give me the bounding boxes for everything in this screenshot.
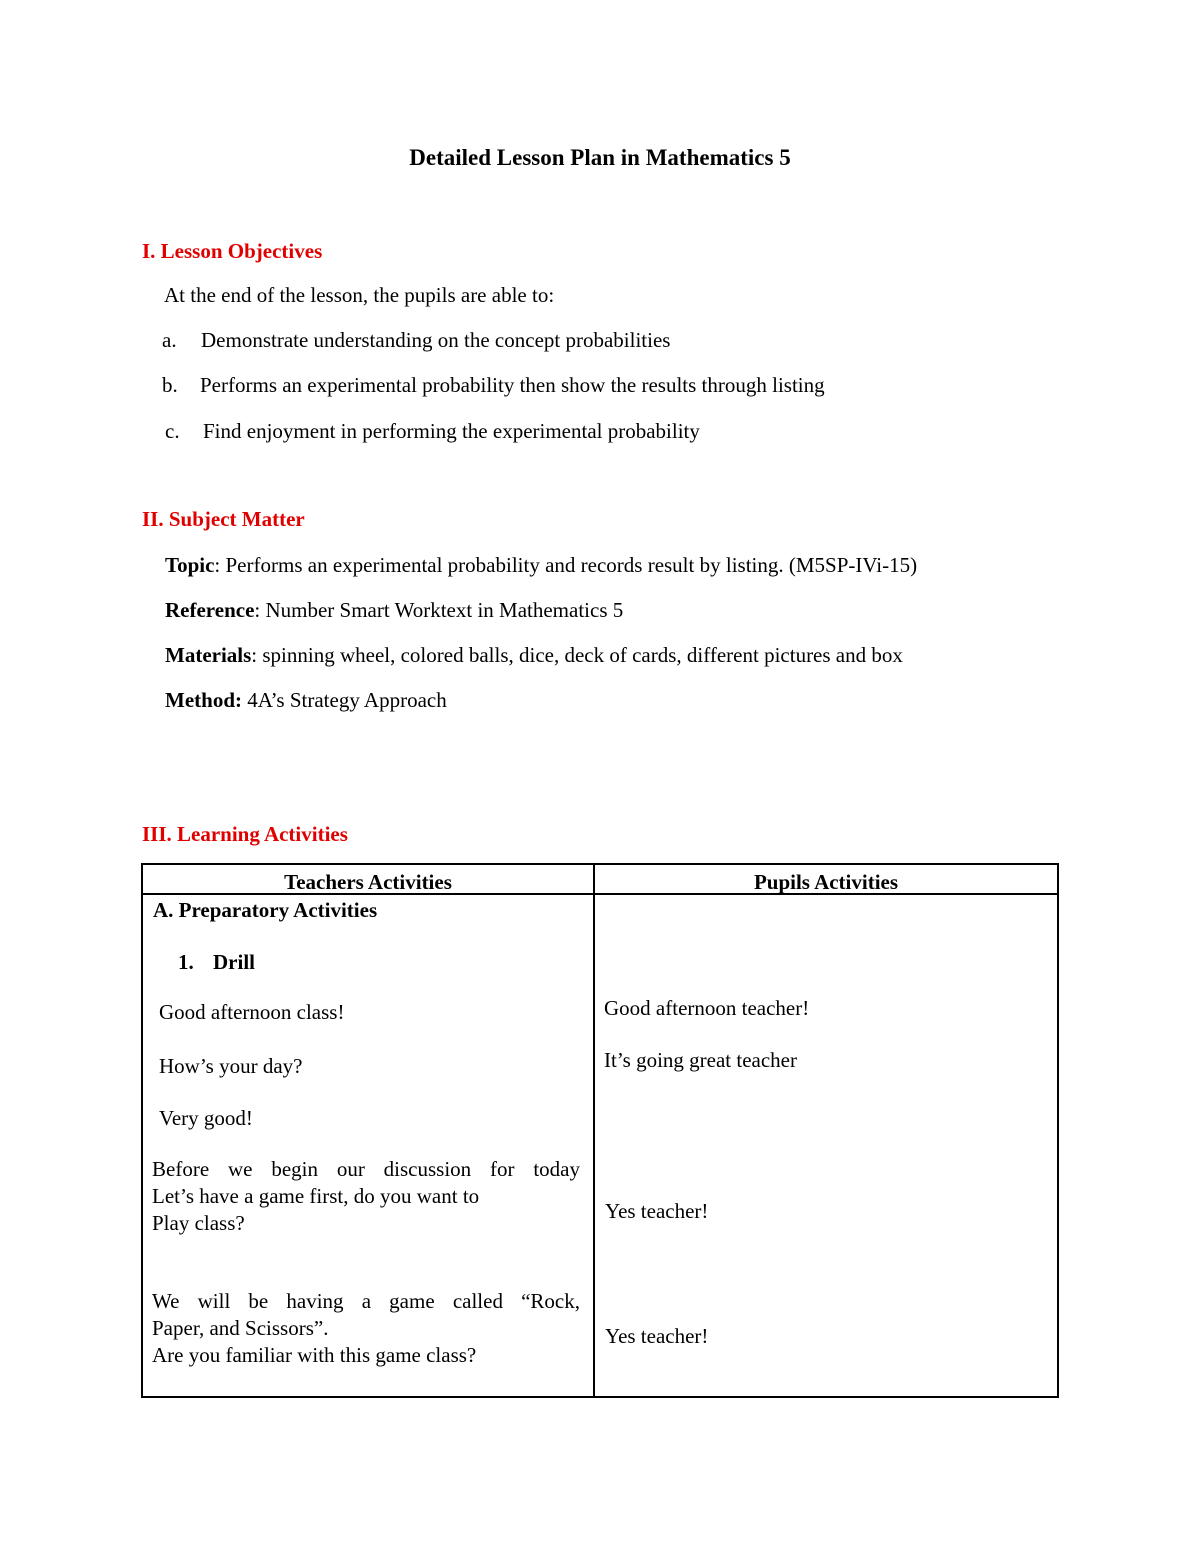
preparatory-activities-heading: A. Preparatory Activities <box>153 898 378 922</box>
teacher-game-line-3: Play class? <box>152 1211 245 1235</box>
subject-matter-heading: II. Subject Matter <box>142 507 305 531</box>
topic-label: Topic <box>165 553 215 577</box>
objective-c-marker: c. <box>165 419 180 443</box>
objectives-heading: I. Lesson Objectives <box>142 239 323 263</box>
pupils-yes-2: Yes teacher! <box>605 1324 709 1348</box>
materials-label: Materials <box>165 643 252 667</box>
teacher-how-day: How’s your day? <box>159 1054 303 1078</box>
materials-line <box>165 645 903 666</box>
activities-table <box>141 863 1059 1398</box>
objective-b-marker: b. <box>162 373 178 397</box>
method-line <box>165 690 447 711</box>
materials-value: : spinning wheel, colored balls, dice, deck of cards, different pictures and box <box>251 643 903 667</box>
teacher-rps-prompt <box>152 1288 580 1369</box>
objective-a-text: Demonstrate understanding on the concept probabilities <box>201 328 671 352</box>
teacher-greeting: Good afternoon class! <box>159 1000 345 1024</box>
drill-number: 1. <box>178 950 194 974</box>
teacher-game-line-2: Let’s have a game first, do you want to <box>152 1184 480 1208</box>
teacher-rps-line-2: Paper, and Scissors”. <box>152 1316 329 1340</box>
reference-value: : Number Smart Worktext in Mathematics 5 <box>254 598 624 622</box>
topic-line <box>165 555 917 576</box>
teacher-game-line-1: Before we begin our discussion for today <box>152 1157 580 1181</box>
reference-line <box>165 600 623 621</box>
objective-b-text: Performs an experimental probability then show the results through listing <box>200 373 825 397</box>
teacher-game-prompt <box>152 1156 580 1237</box>
teacher-very-good: Very good! <box>159 1106 253 1130</box>
pupils-column-header: Pupils Activities <box>753 870 899 894</box>
drill-heading: Drill <box>213 950 255 974</box>
method-value: 4A’s Strategy Approach <box>242 688 447 712</box>
teacher-rps-line-1: We will be having a game called “Rock, <box>152 1289 580 1313</box>
pupils-greeting: Good afternoon teacher! <box>604 996 810 1020</box>
method-label: Method: <box>165 688 242 712</box>
teacher-column-header: Teachers Activities <box>284 870 452 894</box>
objective-c-text: Find enjoyment in performing the experimental probability <box>203 419 700 443</box>
objectives-intro: At the end of the lesson, the pupils are able to: <box>164 283 555 307</box>
learning-activities-heading: III. Learning Activities <box>142 822 348 846</box>
column-divider <box>593 865 595 1396</box>
objective-a-marker: a. <box>162 328 177 352</box>
reference-label: Reference <box>165 598 255 622</box>
pupils-day-response: It’s going great teacher <box>604 1048 797 1072</box>
pupils-yes-1: Yes teacher! <box>605 1199 709 1223</box>
teacher-rps-line-3: Are you familiar with this game class? <box>152 1343 477 1367</box>
document-title: Detailed Lesson Plan in Mathematics 5 <box>409 145 791 170</box>
topic-value: : Performs an experimental probability and records result by listing. (M5SP-IVi-15) <box>214 553 918 577</box>
